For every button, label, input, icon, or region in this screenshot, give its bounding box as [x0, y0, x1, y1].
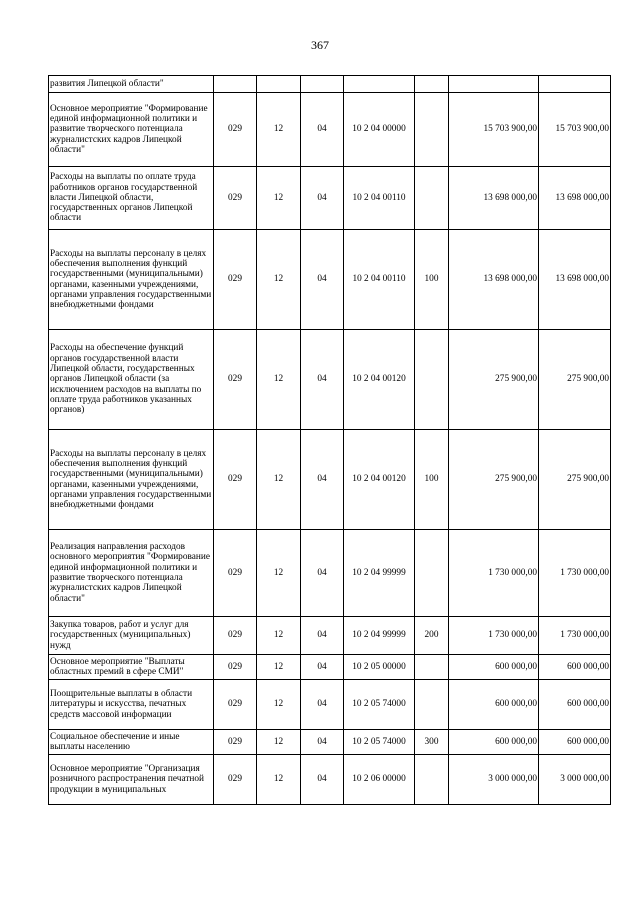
section-cell: 12: [257, 93, 301, 167]
table-row: [49, 330, 611, 430]
amount-cell: 600 000,00: [449, 680, 539, 730]
amount-cell: 13 698 000,00: [449, 230, 539, 330]
amount-total-cell: 600 000,00: [539, 680, 611, 730]
section-cell: 12: [257, 530, 301, 617]
table-row: [49, 655, 611, 680]
subsection-cell: 04: [301, 730, 344, 755]
amount-cell: 275 900,00: [449, 430, 539, 530]
amount-total-cell: 1 730 000,00: [539, 617, 611, 655]
amount-cell: 600 000,00: [449, 655, 539, 680]
table-row: [49, 430, 611, 530]
target-article-cell: 10 2 04 00120: [344, 430, 415, 530]
table-row: [49, 76, 611, 93]
amount-cell: 1 730 000,00: [449, 617, 539, 655]
section-cell: 12: [257, 730, 301, 755]
expense-type-cell: [415, 330, 449, 430]
subsection-cell: 04: [301, 430, 344, 530]
section-cell: 12: [257, 617, 301, 655]
subsection-cell: 04: [301, 655, 344, 680]
description-cell: развития Липецкой области": [49, 76, 214, 93]
description-cell: Расходы на выплаты по оплате труда работников органов государственной власти Липецкой области, государственных органов Липецкой области: [49, 167, 214, 230]
description-cell: Расходы на выплаты персоналу в целях обеспечения выполнения функций государственными (муниципальными) органами, казенными учреждениями, органами управления государственными внебюджетными фондами: [49, 430, 214, 530]
expense-type-cell: 100: [415, 430, 449, 530]
admin-code-cell: 029: [214, 680, 257, 730]
section-cell: 12: [257, 755, 301, 805]
amount-total-cell: 600 000,00: [539, 730, 611, 755]
amount-cell: 600 000,00: [449, 730, 539, 755]
subsection-cell: 04: [301, 330, 344, 430]
description-cell: Основное мероприятие "Формирование единой информационной политики и развитие творческого потенциала журналистских кадров Липецкой области": [49, 93, 214, 167]
expense-type-cell: [415, 76, 449, 93]
target-article-cell: 10 2 04 00120: [344, 330, 415, 430]
section-cell: 12: [257, 230, 301, 330]
amount-total-cell: 600 000,00: [539, 655, 611, 680]
expense-type-cell: [415, 755, 449, 805]
amount-cell: 3 000 000,00: [449, 755, 539, 805]
target-article-cell: 10 2 05 00000: [344, 655, 415, 680]
admin-code-cell: 029: [214, 755, 257, 805]
admin-code-cell: 029: [214, 167, 257, 230]
section-cell: 12: [257, 167, 301, 230]
subsection-cell: 04: [301, 530, 344, 617]
section-cell: 12: [257, 680, 301, 730]
subsection-cell: 04: [301, 617, 344, 655]
table-row: [49, 530, 611, 617]
expense-type-cell: [415, 530, 449, 617]
expense-type-cell: [415, 93, 449, 167]
page-number: 367: [311, 38, 329, 52]
admin-code-cell: 029: [214, 230, 257, 330]
amount-total-cell: 1 730 000,00: [539, 530, 611, 617]
target-article-cell: 10 2 04 00000: [344, 93, 415, 167]
description-cell: Социальное обеспечение и иные выплаты населению: [49, 730, 214, 755]
target-article-cell: 10 2 04 99999: [344, 617, 415, 655]
description-cell: Поощрительные выплаты в области литературы и искусства, печатных средств массовой информации: [49, 680, 214, 730]
expense-type-cell: [415, 655, 449, 680]
target-article-cell: 10 2 04 99999: [344, 530, 415, 617]
table-row: [49, 167, 611, 230]
budget-table: [48, 75, 611, 805]
expense-type-cell: [415, 167, 449, 230]
subsection-cell: 04: [301, 167, 344, 230]
admin-code-cell: 029: [214, 93, 257, 167]
subsection-cell: [301, 76, 344, 93]
section-cell: [257, 76, 301, 93]
section-cell: 12: [257, 655, 301, 680]
amount-total-cell: 15 703 900,00: [539, 93, 611, 167]
amount-cell: 275 900,00: [449, 330, 539, 430]
table-row: [49, 617, 611, 655]
amount-cell: 1 730 000,00: [449, 530, 539, 617]
description-cell: Основное мероприятие "Выплаты областных премий в сфере СМИ": [49, 655, 214, 680]
table-row: [49, 680, 611, 730]
table-body: [49, 76, 611, 805]
amount-cell: 13 698 000,00: [449, 167, 539, 230]
description-cell: Закупка товаров, работ и услуг для государственных (муниципальных) нужд: [49, 617, 214, 655]
amount-total-cell: 275 900,00: [539, 330, 611, 430]
target-article-cell: 10 2 05 74000: [344, 730, 415, 755]
admin-code-cell: 029: [214, 430, 257, 530]
table-row: [49, 755, 611, 805]
admin-code-cell: 029: [214, 730, 257, 755]
amount-total-cell: [539, 76, 611, 93]
description-cell: Реализация направления расходов основного мероприятия "Формирование единой информационной политики и развитие творческого потенциала журналистских кадров Липецкой области": [49, 530, 214, 617]
description-cell: Расходы на выплаты персоналу в целях обеспечения выполнения функций государственными (муниципальными) органами, казенными учреждениями, органами управления государственными внебюджетными фондами: [49, 230, 214, 330]
admin-code-cell: 029: [214, 655, 257, 680]
amount-total-cell: 3 000 000,00: [539, 755, 611, 805]
admin-code-cell: 029: [214, 530, 257, 617]
subsection-cell: 04: [301, 230, 344, 330]
expense-type-cell: 300: [415, 730, 449, 755]
expense-type-cell: [415, 680, 449, 730]
target-article-cell: 10 2 06 00000: [344, 755, 415, 805]
amount-total-cell: 13 698 000,00: [539, 230, 611, 330]
admin-code-cell: [214, 76, 257, 93]
amount-cell: 15 703 900,00: [449, 93, 539, 167]
description-cell: Основное мероприятие "Организация розничного распространения печатной продукции в муниципальных: [49, 755, 214, 805]
table-row: [49, 730, 611, 755]
target-article-cell: 10 2 04 00110: [344, 230, 415, 330]
target-article-cell: 10 2 05 74000: [344, 680, 415, 730]
expense-type-cell: 200: [415, 617, 449, 655]
target-article-cell: 10 2 04 00110: [344, 167, 415, 230]
description-cell: Расходы на обеспечение функций органов государственной власти Липецкой области, государственных органов Липецкой области (за исключением расходов на выплаты по оплате труда работников указанных органов): [49, 330, 214, 430]
subsection-cell: 04: [301, 755, 344, 805]
table-row: [49, 230, 611, 330]
admin-code-cell: 029: [214, 330, 257, 430]
target-article-cell: [344, 76, 415, 93]
amount-total-cell: 13 698 000,00: [539, 167, 611, 230]
subsection-cell: 04: [301, 680, 344, 730]
expense-type-cell: 100: [415, 230, 449, 330]
amount-cell: [449, 76, 539, 93]
section-cell: 12: [257, 330, 301, 430]
section-cell: 12: [257, 430, 301, 530]
table-row: [49, 93, 611, 167]
amount-total-cell: 275 900,00: [539, 430, 611, 530]
admin-code-cell: 029: [214, 617, 257, 655]
subsection-cell: 04: [301, 93, 344, 167]
